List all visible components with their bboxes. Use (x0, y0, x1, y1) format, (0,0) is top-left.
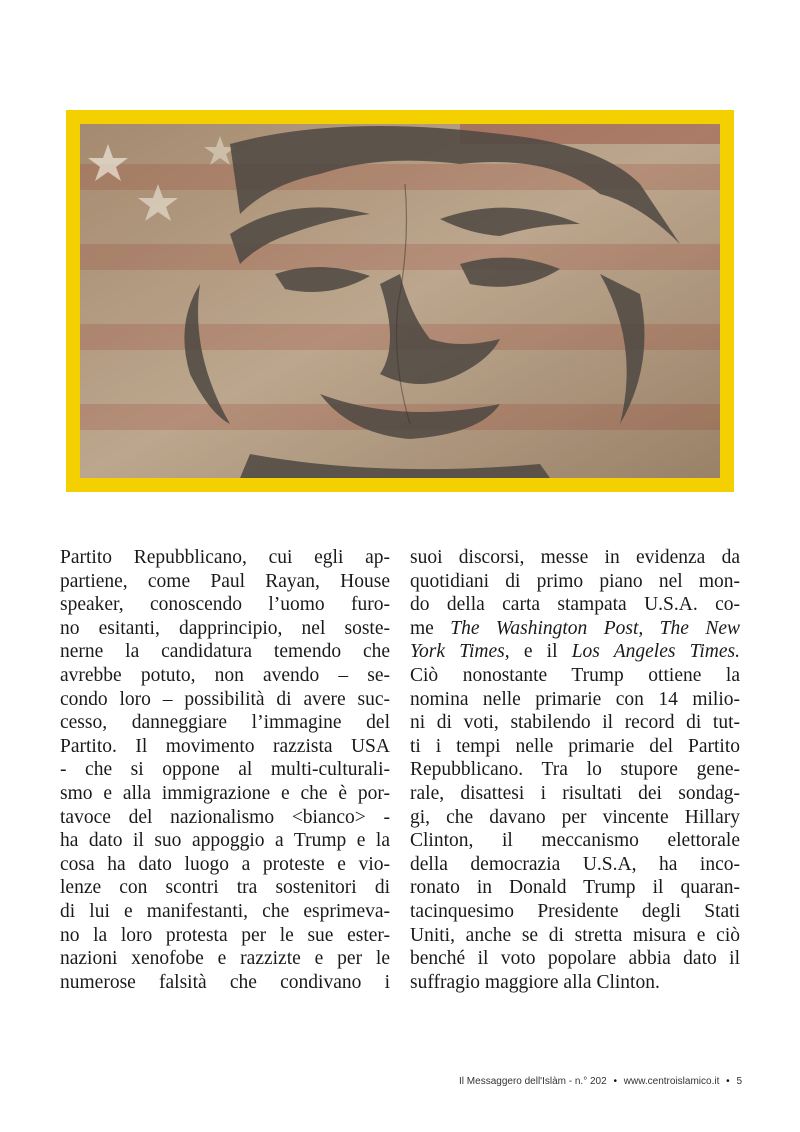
text-line: Partito. Il movimento razzista USA (60, 735, 390, 757)
image-frame (66, 110, 734, 492)
publication-name: Il Messaggero dell'Islàm - n.° 202 (459, 1076, 607, 1087)
text-line: Clinton, il meccanismo elettorale (410, 830, 740, 852)
text-line: nomina nelle primarie con 14 milio- (410, 688, 740, 710)
text-line: nazioni xenofobe e razzizte e per le (60, 948, 390, 970)
text-line: lenze con scontri tra sostenitori di (60, 877, 390, 899)
text-line: nerne la candidatura temendo che (60, 641, 390, 663)
text-line: partiene, come Paul Rayan, House (60, 570, 390, 592)
text-line: suffragio maggiore alla Clinton. (410, 971, 660, 993)
text-line: cesso, danneggiare l’immagine del (60, 712, 390, 734)
text-line: ha dato il suo appoggio a Trump e la (60, 830, 390, 852)
text-line: condo loro – possibilità di avere suc- (60, 688, 390, 710)
text-line: ni di voti, stabilendo il record di tut- (410, 712, 740, 734)
text-line: Ciò nonostante Trump ottiene la (410, 664, 740, 686)
text-line: benché il voto popolare abbia dato il (410, 948, 740, 970)
text-line: no esitanti, dapprincipio, nel soste- (60, 617, 390, 639)
text-line: Repubblicano. Tra lo stupore gene- (410, 759, 740, 781)
separator-dot: • (726, 1076, 730, 1087)
newspaper-title: York Times, (410, 641, 510, 663)
text-line (410, 617, 740, 641)
text-line: Partito Repubblicano, cui egli ap- (60, 547, 390, 568)
text-line: tavoce del nazionalismo <bianco> - (60, 806, 390, 828)
page-footer (459, 1076, 742, 1087)
text-line: avrebbe potuto, non avendo – se- (60, 664, 390, 686)
website-link[interactable]: www.centroislamico.it (623, 1076, 720, 1087)
article-column-left (60, 546, 390, 994)
text-line: di lui e manifestanti, che esprimeva- (60, 900, 390, 922)
text-line: ronato in Donald Trump il quaran- (410, 877, 740, 899)
text-line: ti i tempi nelle primarie del Partito (410, 735, 740, 757)
article-column-right (410, 546, 740, 994)
text-line: cosa ha dato luogo a proteste e vio- (60, 853, 390, 875)
text-line: quotidiani di primo piano nel mon- (410, 570, 740, 592)
text-line: speaker, conoscendo l’uomo furo- (60, 594, 390, 616)
text-line: do della carta stampata U.S.A. co- (410, 594, 740, 616)
text-line: tacinquesimo Presidente degli Stati (410, 900, 740, 922)
text-line: della democrazia U.S.A, ha inco- (410, 853, 740, 875)
text-fragment: e il (523, 641, 558, 663)
newspaper-title: The Washington Post, The New (450, 617, 741, 639)
separator-dot: • (613, 1076, 617, 1087)
text-line: rale, disattesi i risultati dei sondag- (410, 782, 740, 804)
portrait-illustration (80, 124, 720, 478)
text-line: - che si oppone al multi-culturali- (60, 759, 390, 781)
text-line: gi, che davano per vincente Hillary (410, 806, 740, 828)
text-line: Uniti, anche se di stretta misura e ciò (410, 924, 740, 946)
text-line: numerose falsità che condivano i (60, 971, 390, 993)
stencil-portrait-graphic (80, 124, 720, 478)
text-line: suoi discorsi, messe in evidenza da (410, 547, 740, 568)
newspaper-title: Los Angeles Times. (571, 641, 741, 663)
text-fragment: me (410, 617, 434, 639)
text-line: no la loro protesta per le sue ester- (60, 924, 390, 946)
text-line: smo e alla immigrazione e che è por- (60, 782, 390, 804)
page-number: 5 (736, 1076, 742, 1087)
text-line (410, 640, 740, 664)
